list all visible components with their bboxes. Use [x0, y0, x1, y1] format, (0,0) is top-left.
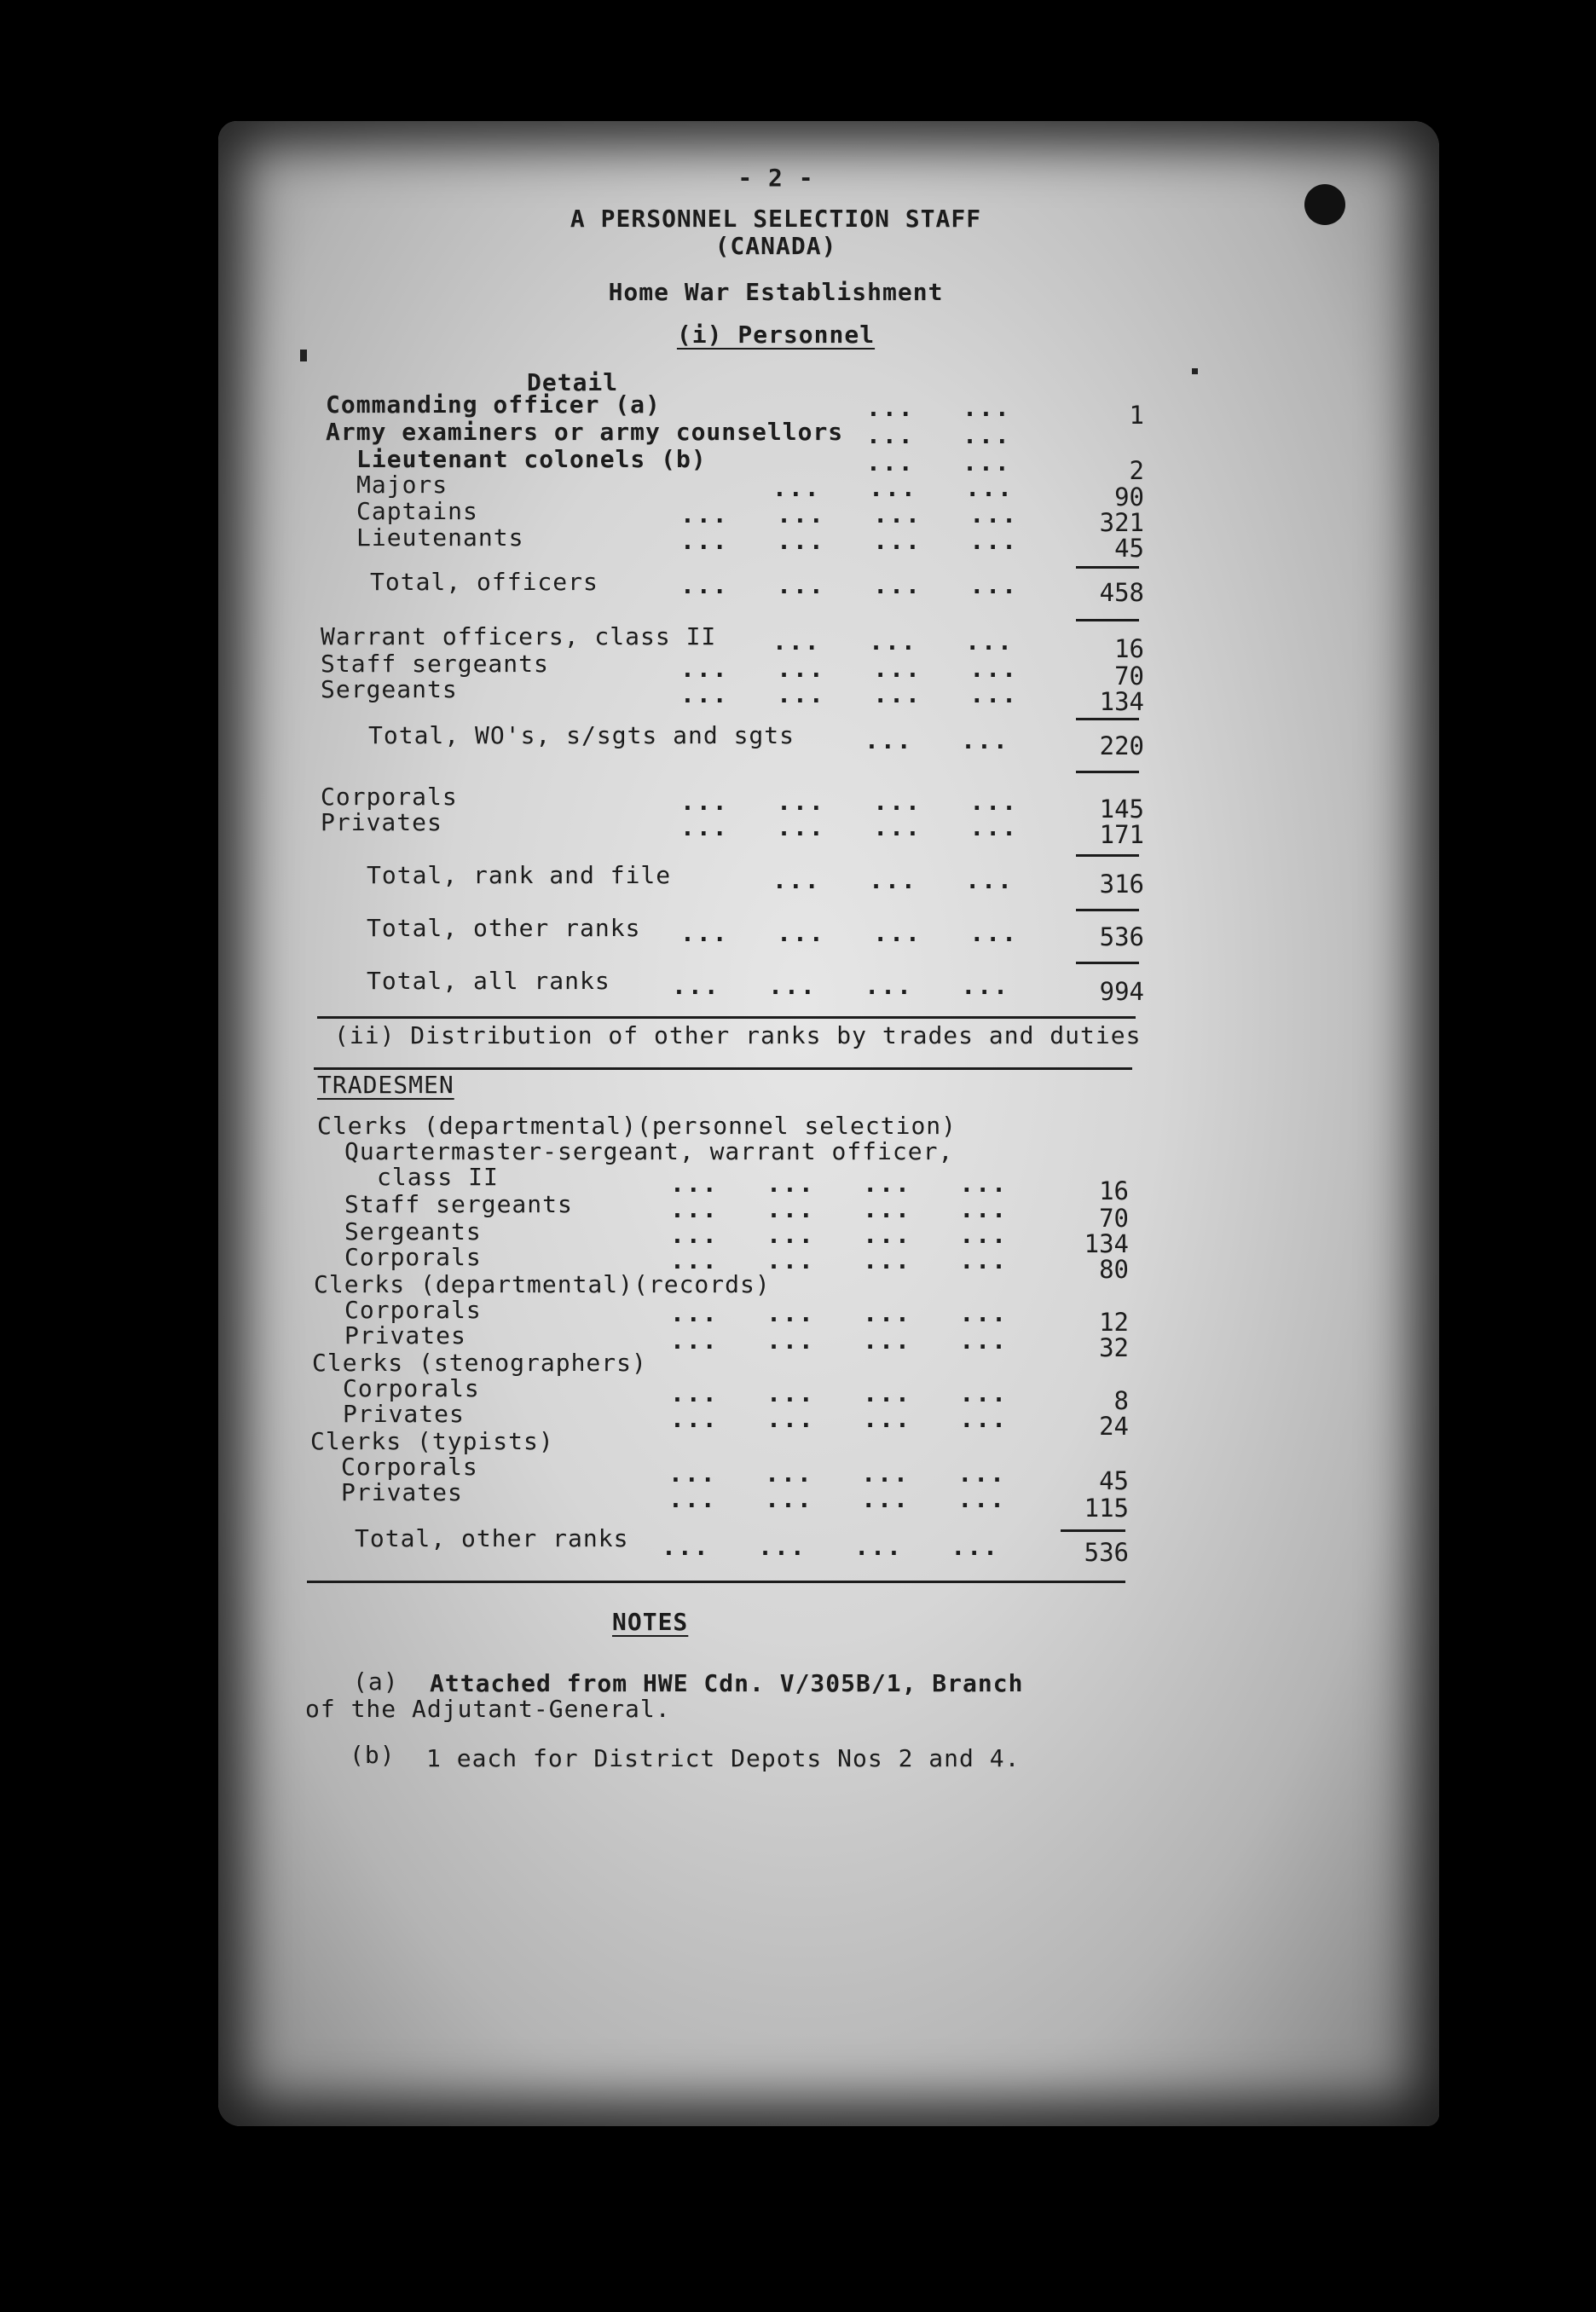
trade-value: 80	[1099, 1255, 1129, 1284]
leader-dots: ... ... ... ...	[680, 919, 1019, 947]
leader-dots: ... ... ... ...	[670, 1327, 1009, 1355]
trade-value: 8	[1113, 1386, 1129, 1415]
detail-header: Detail	[527, 368, 619, 396]
trade-label: class II	[377, 1163, 499, 1191]
note-a-text: Attached from HWE Cdn. V/305B/1, Branch	[430, 1669, 1024, 1697]
trade-label: Quartermaster-sergeant, warrant officer,	[344, 1137, 954, 1165]
row-value: 90	[1114, 483, 1144, 512]
leader-dots: ... ... ... ...	[680, 571, 1019, 599]
trade-label: Corporals	[344, 1243, 482, 1271]
subtotal-rule	[1061, 1529, 1125, 1532]
leader-dots: ... ... ... ...	[670, 1405, 1009, 1433]
row-label: Privates	[321, 808, 442, 836]
trade-label: Privates	[343, 1400, 465, 1428]
leader-dots: ... ... ... ...	[670, 1379, 1009, 1407]
ink-speck	[1192, 368, 1198, 374]
row-label: Army examiners or army counsellors	[326, 418, 844, 446]
notes-header: NOTES	[612, 1608, 689, 1636]
note-a-text-continued: of the Adjutant-General.	[305, 1695, 671, 1723]
trade-label: Sergeants	[344, 1217, 482, 1246]
row-value: 145	[1099, 795, 1144, 824]
trade-label: Staff sergeants	[344, 1190, 573, 1218]
row-value: 458	[1099, 578, 1144, 607]
trade-label: Corporals	[344, 1296, 482, 1324]
leader-dots: ... ... ...	[772, 866, 1014, 894]
establishment-heading: Home War Establishment	[608, 278, 944, 306]
row-value: 316	[1099, 870, 1144, 899]
leader-dots: ... ... ... ...	[680, 527, 1019, 555]
row-value: 45	[1114, 534, 1144, 563]
subtotal-rule	[1076, 962, 1139, 964]
subtotal-rule	[1076, 771, 1139, 773]
ink-speck	[300, 350, 307, 361]
row-label: Lieutenants	[356, 523, 524, 552]
trade-label: Clerks (departmental)(personnel selection)	[317, 1112, 957, 1140]
leader-dots: ... ... ... ...	[670, 1299, 1009, 1327]
row-label: Total, WO's, s/sgts and sgts	[368, 721, 795, 749]
trade-value: 45	[1099, 1466, 1129, 1495]
row-value: 536	[1099, 922, 1144, 951]
row-label: Total, all ranks	[367, 967, 610, 995]
row-value: 70	[1114, 662, 1144, 691]
section-heading-personnel: (i) Personnel	[676, 321, 876, 349]
subtotal-rule	[1076, 909, 1139, 911]
row-label: Warrant officers, class II	[321, 622, 717, 650]
row-label: Corporals	[321, 783, 458, 811]
trade-value: 536	[1084, 1538, 1129, 1567]
row-label: Majors	[356, 471, 448, 499]
leader-dots: ... ... ...	[772, 627, 1014, 656]
row-label: Staff sergeants	[321, 650, 549, 678]
document-title: A PERSONNEL SELECTION STAFF	[570, 205, 982, 233]
note-b-marker: (b)	[350, 1741, 396, 1769]
leader-dots: ... ... ... ...	[680, 788, 1019, 816]
tradesmen-header: TRADESMEN	[317, 1071, 454, 1099]
row-label: Lieutenant colonels (b)	[356, 445, 707, 473]
subtotal-rule	[1076, 718, 1139, 720]
leader-dots: ... ... ... ...	[668, 1459, 1007, 1488]
row-value: 16	[1114, 634, 1144, 663]
row-value: 1	[1129, 401, 1144, 430]
leader-dots: ... ...	[866, 421, 1011, 449]
row-label: Total, rank and file	[367, 861, 672, 889]
subtotal-rule	[1076, 854, 1139, 857]
trade-value: 134	[1084, 1229, 1129, 1258]
trade-label: Privates	[344, 1321, 466, 1350]
note-b-text: 1 each for District Depots Nos 2 and 4.	[426, 1744, 1021, 1772]
leader-dots: ... ... ... ...	[680, 680, 1019, 708]
trade-label: Corporals	[341, 1453, 478, 1481]
row-value: 220	[1099, 731, 1144, 760]
document-subtitle: (CANADA)	[714, 232, 837, 260]
trade-value: 24	[1099, 1412, 1129, 1441]
leader-dots: ... ... ...	[772, 474, 1014, 502]
row-label: Total, other ranks	[367, 914, 641, 942]
trade-value: 32	[1099, 1333, 1129, 1362]
leader-dots: ... ... ... ...	[680, 500, 1019, 529]
section-rule	[317, 1016, 1136, 1019]
trade-value: 115	[1084, 1494, 1129, 1523]
trade-value: 12	[1099, 1308, 1129, 1337]
section-rule	[307, 1581, 1125, 1583]
leader-dots: ... ... ... ...	[680, 655, 1019, 683]
leader-dots: ... ... ... ...	[670, 1195, 1009, 1223]
leader-dots: ... ...	[866, 448, 1011, 477]
row-label: Sergeants	[321, 675, 458, 703]
row-value: 994	[1099, 977, 1144, 1006]
trade-label: Clerks (typists)	[310, 1427, 554, 1455]
trade-label: Clerks (stenographers)	[312, 1349, 647, 1377]
leader-dots: ... ... ... ...	[670, 1221, 1009, 1249]
leader-dots: ... ...	[866, 394, 1011, 422]
page-number: - 2 -	[737, 164, 814, 192]
trade-label: Corporals	[343, 1374, 480, 1402]
leader-dots: ... ... ... ...	[668, 1485, 1007, 1513]
section-heading-distribution: (ii) Distribution of other ranks by trades and duties	[334, 1021, 1142, 1049]
row-label: Captains	[356, 497, 478, 525]
subtotal-rule	[1076, 566, 1139, 569]
subtotal-rule	[1076, 619, 1139, 621]
trade-label: Clerks (departmental)(records)	[314, 1270, 771, 1298]
leader-dots: ... ... ... ...	[670, 1170, 1009, 1198]
row-value: 171	[1099, 820, 1144, 849]
leader-dots: ... ... ... ...	[662, 1533, 1000, 1561]
trade-value: 16	[1099, 1176, 1129, 1205]
row-value: 134	[1099, 687, 1144, 716]
trade-value: 70	[1099, 1204, 1129, 1233]
row-label: Total, officers	[370, 568, 598, 596]
section-rule	[314, 1067, 1132, 1070]
leader-dots: ... ... ... ...	[672, 972, 1010, 1000]
row-label: Commanding officer (a)	[326, 390, 661, 419]
leader-dots: ... ...	[864, 726, 1009, 754]
note-a-marker: (a)	[353, 1668, 399, 1696]
leader-dots: ... ... ... ...	[670, 1246, 1009, 1274]
punch-hole	[1304, 184, 1345, 225]
trade-label: Privates	[341, 1478, 463, 1506]
row-value: 2	[1129, 456, 1144, 485]
trade-label: Total, other ranks	[355, 1524, 629, 1552]
row-value: 321	[1099, 508, 1144, 537]
leader-dots: ... ... ... ...	[680, 813, 1019, 841]
